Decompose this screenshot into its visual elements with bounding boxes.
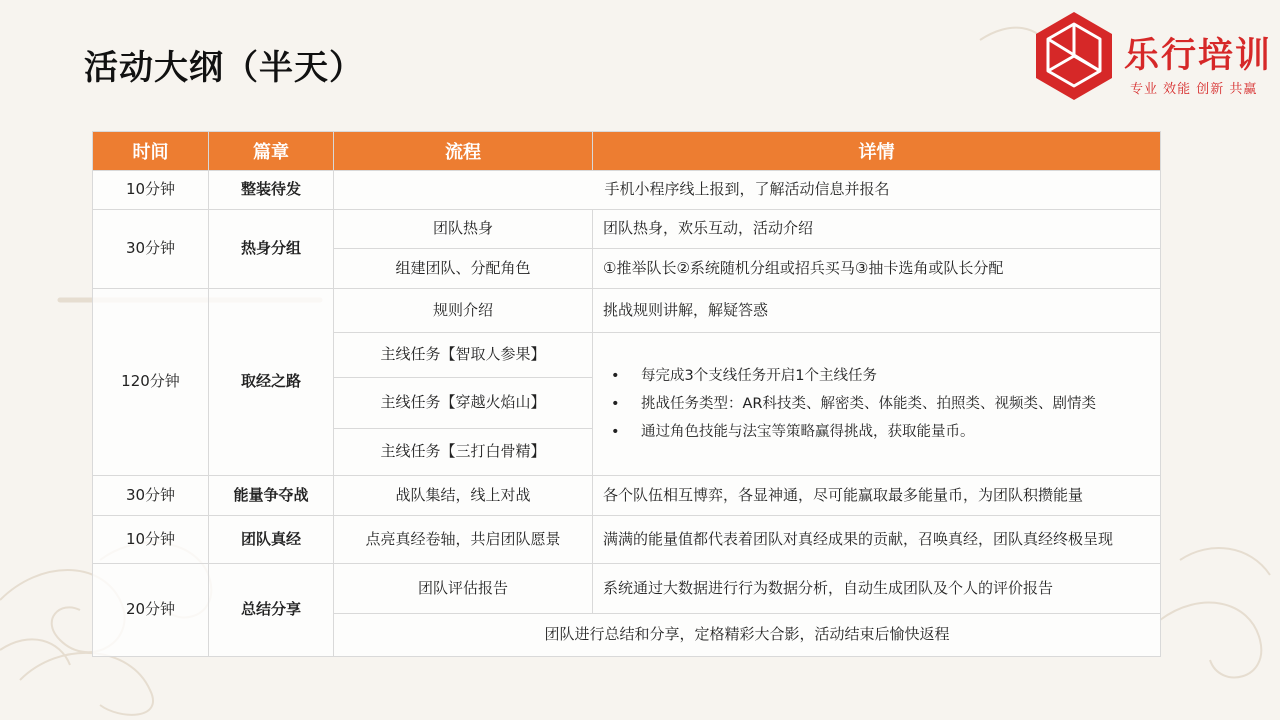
process-cell: 团队热身 xyxy=(334,210,593,249)
table-row xyxy=(93,476,1161,516)
list-item xyxy=(611,418,1152,446)
chapter-cell: 团队真经 xyxy=(209,516,334,564)
chapter-cell: 总结分享 xyxy=(209,564,334,657)
bullet-icon: • xyxy=(611,396,620,412)
process-cell: 战队集结，线上对战 xyxy=(334,476,593,516)
header-detail: 详情 xyxy=(593,132,1161,171)
bullet-icon: • xyxy=(611,368,620,384)
detail-cell: 满满的能量值都代表着团队对真经成果的贡献，召唤真经，团队真经终极呈现 xyxy=(593,516,1161,564)
table-row xyxy=(93,171,1161,210)
logo-tagline: 专业 效能 创新 共赢 xyxy=(1130,82,1258,97)
agenda-table-container xyxy=(92,131,1160,657)
list-item xyxy=(611,362,1152,390)
table-row xyxy=(93,289,1161,333)
table-header-row xyxy=(93,132,1161,171)
process-cell: 点亮真经卷轴，共启团队愿景 xyxy=(334,516,593,564)
header-process: 流程 xyxy=(334,132,593,171)
time-cell: 30分钟 xyxy=(93,210,209,289)
detail-bullets-cell xyxy=(593,333,1161,476)
process-cell: 团队评估报告 xyxy=(334,564,593,614)
brand-logo xyxy=(1034,10,1274,106)
time-cell: 10分钟 xyxy=(93,171,209,210)
list-item xyxy=(611,390,1152,418)
detail-cell: 团队进行总结和分享，定格精彩大合影，活动结束后愉快返程 xyxy=(334,614,1161,657)
bullet-text: 每完成3个支线任务开启1个主线任务 xyxy=(641,368,877,384)
table-row xyxy=(93,210,1161,249)
detail-cell: ①推举队长②系统随机分组或招兵买马③抽卡选角或队长分配 xyxy=(593,249,1161,289)
chapter-cell: 取经之路 xyxy=(209,289,334,476)
time-cell: 10分钟 xyxy=(93,516,209,564)
detail-cell: 各个队伍相互博弈，各显神通，尽可能赢取最多能量币，为团队积攒能量 xyxy=(593,476,1161,516)
header-chapter: 篇章 xyxy=(209,132,334,171)
detail-cell: 手机小程序线上报到，了解活动信息并报名 xyxy=(334,171,1161,210)
bullet-text: 通过角色技能与法宝等策略赢得挑战，获取能量币。 xyxy=(641,424,975,440)
process-cell: 组建团队、分配角色 xyxy=(334,249,593,289)
chapter-cell: 热身分组 xyxy=(209,210,334,289)
agenda-table xyxy=(92,131,1161,657)
process-cell: 规则介绍 xyxy=(334,289,593,333)
process-cell: 主线任务【三打白骨精】 xyxy=(334,429,593,476)
bullet-icon: • xyxy=(611,424,620,440)
bullet-list xyxy=(601,362,1152,446)
page-title: 活动大纲（半天） xyxy=(84,48,364,88)
detail-cell: 挑战规则讲解，解疑答惑 xyxy=(593,289,1161,333)
time-cell: 30分钟 xyxy=(93,476,209,516)
table-row xyxy=(93,564,1161,614)
process-cell: 主线任务【穿越火焰山】 xyxy=(334,378,593,429)
table-row xyxy=(93,516,1161,564)
header-time: 时间 xyxy=(93,132,209,171)
process-cell: 主线任务【智取人参果】 xyxy=(334,333,593,378)
time-cell: 20分钟 xyxy=(93,564,209,657)
detail-cell: 团队热身，欢乐互动，活动介绍 xyxy=(593,210,1161,249)
detail-cell: 系统通过大数据进行行为数据分析，自动生成团队及个人的评价报告 xyxy=(593,564,1161,614)
cube-logo-icon xyxy=(1034,10,1114,102)
chapter-cell: 能量争夺战 xyxy=(209,476,334,516)
bullet-text: 挑战任务类型：AR科技类、解密类、体能类、拍照类、视频类、剧情类 xyxy=(641,396,1096,412)
chapter-cell: 整装待发 xyxy=(209,171,334,210)
time-cell: 120分钟 xyxy=(93,289,209,476)
logo-name: 乐行培训 xyxy=(1124,36,1273,76)
